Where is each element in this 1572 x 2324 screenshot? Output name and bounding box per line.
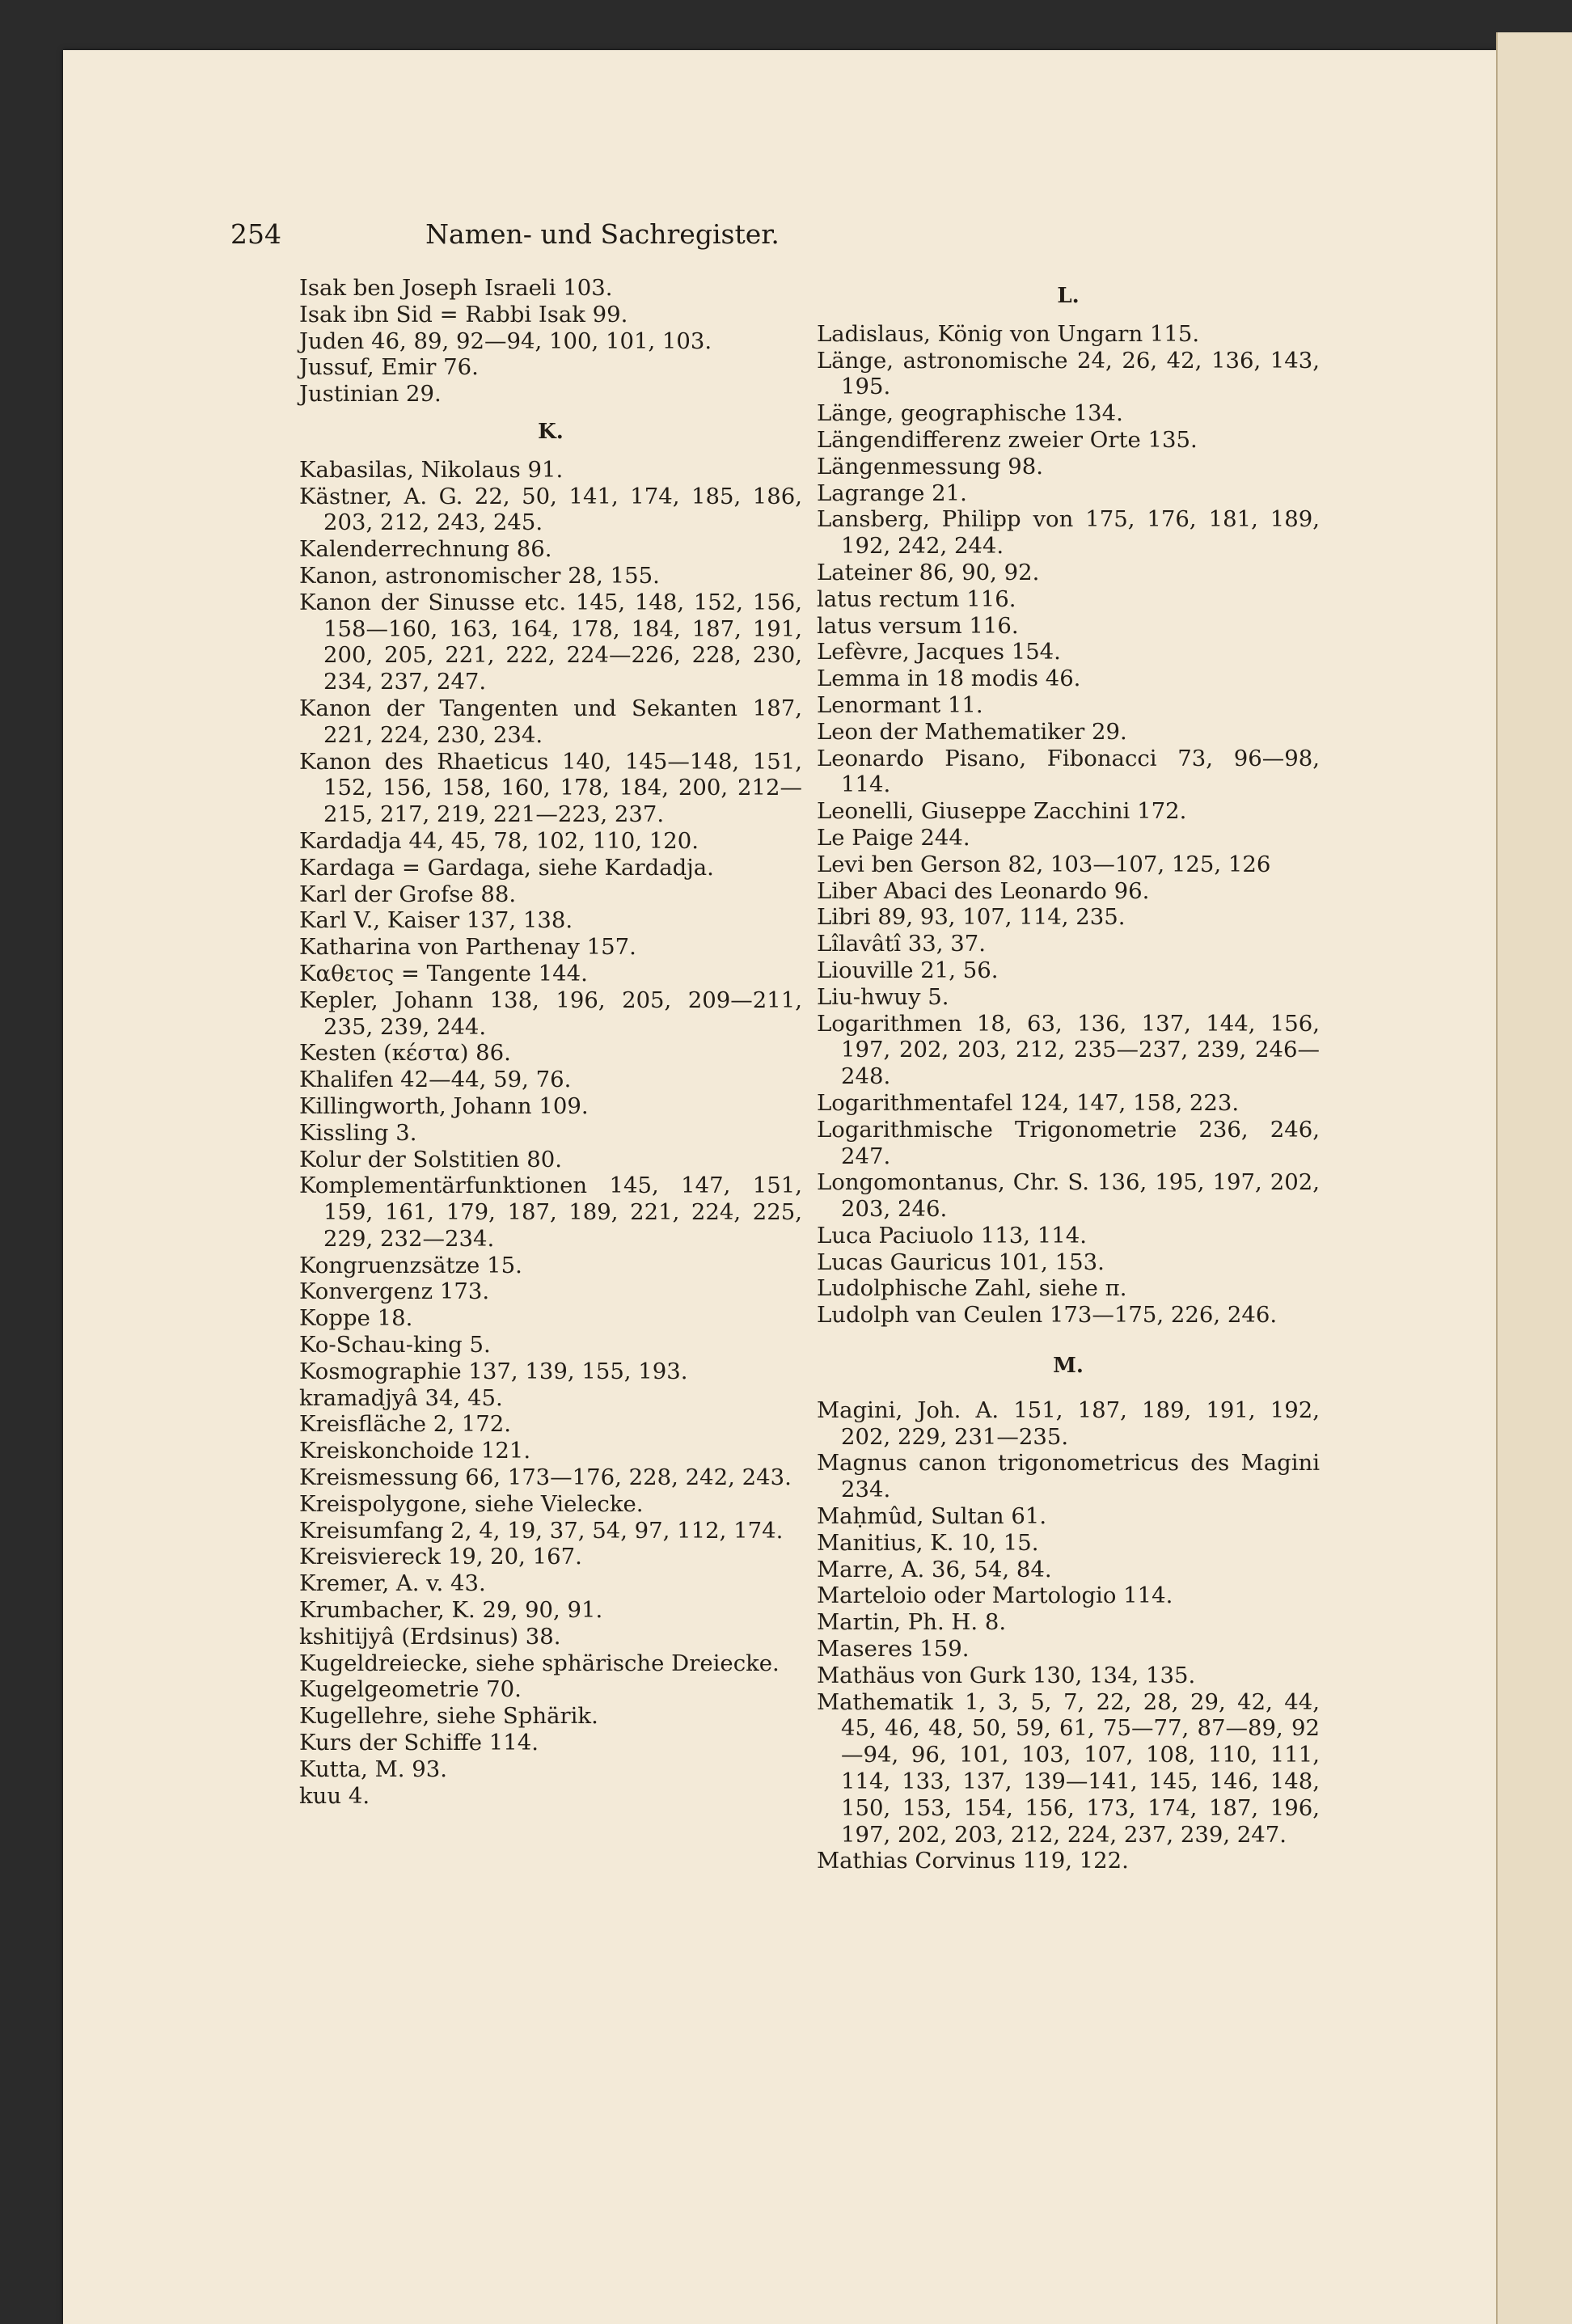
index-entry: Kongruenzsätze 15.	[299, 1252, 522, 1278]
index-entry: Längendifferenz zweier Orte 135.	[817, 426, 1198, 453]
index-entry: Ludolphische Zahl, siehe π.	[817, 1275, 1127, 1302]
index-entry: Kardadja 44, 45, 78, 102, 110, 120.	[299, 827, 699, 854]
index-entry: Logarithmische Trigonometrie 236, 246, 247.	[817, 1116, 1320, 1169]
index-entry: Kardaga = Gardaga, siehe Kardadja.	[299, 854, 714, 881]
section-heading-m: M.	[1053, 1354, 1084, 1379]
index-entry: Mathias Corvinus 119, 122.	[817, 1848, 1129, 1874]
index-entry: Logarithmentafel 124, 147, 158, 223.	[817, 1089, 1240, 1116]
section-heading-k: K.	[538, 419, 564, 444]
index-entry: Kreismessung 66, 173—176, 228, 242, 243.	[299, 1464, 792, 1491]
index-entry: Leon der Mathematiker 29.	[817, 718, 1127, 745]
index-entry: Juden 46, 89, 92—94, 100, 101, 103.	[299, 327, 712, 354]
running-head: Namen- und Sachregister.	[425, 218, 780, 250]
index-entry: Kutta, M. 93.	[299, 1756, 448, 1782]
index-entry: Longomontanus, Chr. S. 136, 195, 197, 202, 203, 246.	[817, 1169, 1320, 1223]
index-entry: Martin, Ph. H. 8.	[817, 1609, 1007, 1636]
index-entry: Karl V., Kaiser 137, 138.	[299, 907, 573, 934]
index-entry: Lenormant 11.	[817, 691, 983, 718]
index-entry: Kanon, astronomischer 28, 155.	[299, 562, 660, 589]
index-entry: Lefèvre, Jacques 154.	[817, 639, 1061, 666]
l-entries	[817, 321, 1320, 1329]
index-entry: Mathäus von Gurk 130, 134, 135.	[817, 1662, 1196, 1688]
index-entry: Kurs der Schiffe 114.	[299, 1730, 539, 1756]
index-entry: Manitius, K. 10, 15.	[817, 1529, 1039, 1556]
index-entry: Komplementärfunktionen 145, 147, 151, 159, 161, 179, 187, 189, 221, 224, 225, 229, 232—234.	[299, 1173, 802, 1252]
index-entry: Maseres 159.	[817, 1636, 970, 1663]
index-entry: Levi ben Gerson 82, 103—107, 125, 126	[817, 851, 1271, 877]
index-entry: Kanon der Sinusse etc. 145, 148, 152, 156, 158—160, 163, 164, 178, 184, 187, 191, 200, 205, 221, 222, 224—226, 228, 230, 234, 237, 247.	[299, 589, 802, 695]
index-entry: Kepler, Johann 138, 196, 205, 209—211, 235, 239, 244.	[299, 987, 802, 1040]
index-entry: Ludolph van Ceulen 173—175, 226, 246.	[817, 1302, 1278, 1329]
m-entries	[817, 1397, 1320, 1874]
index-entry: Magini, Joh. A. 151, 187, 189, 191, 192, 202, 229, 231—235.	[817, 1397, 1320, 1450]
index-entry: Kolur der Solstitien 80.	[299, 1146, 562, 1173]
index-entry: Kremer, A. v. 43.	[299, 1570, 486, 1597]
index-entry: Konvergenz 173.	[299, 1278, 490, 1305]
index-entry: Marre, A. 36, 54, 84.	[817, 1556, 1052, 1582]
index-entry: Kosmographie 137, 139, 155, 193.	[299, 1358, 688, 1384]
left-column	[299, 275, 802, 1809]
index-entry: Lateiner 86, 90, 92.	[817, 559, 1040, 585]
index-entry: Kabasilas, Nikolaus 91.	[299, 456, 564, 483]
right-column	[817, 275, 1320, 1874]
index-entry: Maḥmûd, Sultan 61.	[817, 1503, 1047, 1530]
index-entry: Längenmessung 98.	[817, 453, 1044, 480]
index-entry: Lucas Gauricus 101, 153.	[817, 1249, 1105, 1275]
index-entry: kuu 4.	[299, 1782, 370, 1809]
index-entry: Kästner, A. G. 22, 50, 141, 174, 185, 186, 203, 212, 243, 245.	[299, 483, 802, 536]
index-entry: Logarithmen 18, 63, 136, 137, 144, 156, 197, 202, 203, 212, 235—237, 239, 246—248.	[817, 1010, 1320, 1090]
index-entry: Kesten (κέστα) 86.	[299, 1040, 511, 1067]
index-entry: Lemma in 18 modis 46.	[817, 666, 1081, 692]
index-entry: Ko-Schau-king 5.	[299, 1332, 491, 1358]
index-entry: Kugelgeometrie 70.	[299, 1676, 522, 1703]
index-entry: Khalifen 42—44, 59, 76.	[299, 1067, 572, 1093]
index-entry: Länge, astronomische 24, 26, 42, 136, 143, 195.	[817, 347, 1320, 400]
index-entry: Marteloio oder Martologio 114.	[817, 1582, 1173, 1609]
page-header	[230, 218, 974, 251]
index-entry: Kissling 3.	[299, 1119, 417, 1146]
index-entry: Luca Paciuolo 113, 114.	[817, 1222, 1087, 1249]
index-entry: Liber Abaci des Leonardo 96.	[817, 877, 1150, 904]
index-entry: Mathematik 1, 3, 5, 7, 22, 28, 29, 42, 44, 45, 46, 48, 50, 59, 61, 75—77, 87—89, 92—94, 96, 101, 103, 107, 108, 110, 111, 114, 133, 137, 139—141, 145, 146, 148, 150, 153, 154, 156, 173, 174, 187, 196, 197, 202, 203, 212, 224, 237, 239, 247.	[817, 1688, 1320, 1848]
top-entries	[299, 275, 802, 408]
index-entry: Kanon des Rhaeticus 140, 145—148, 151, 152, 156, 158, 160, 178, 184, 200, 212—215, 217, 219, 221—223, 237.	[299, 748, 802, 828]
index-entry: Kreisviereck 19, 20, 167.	[299, 1544, 582, 1570]
index-entry: Jussuf, Emir 76.	[299, 354, 479, 381]
index-entry: Libri 89, 93, 107, 114, 235.	[817, 904, 1126, 931]
index-entry: Kreiskonchoide 121.	[299, 1438, 531, 1464]
index-entry: Kalenderrechnung 86.	[299, 536, 552, 563]
index-entry: Koppe 18.	[299, 1305, 413, 1332]
index-entry: latus versum 116.	[817, 612, 1019, 639]
index-entry: Katharina von Parthenay 157.	[299, 934, 636, 961]
index-entry: kshitijyâ (Erdsinus) 38.	[299, 1623, 561, 1650]
section-heading-l: L.	[1057, 284, 1080, 308]
page-number: 254	[230, 218, 281, 250]
index-entry: Lîlavâtî 33, 37.	[817, 931, 986, 957]
index-entry: Kanon der Tangenten und Sekanten 187, 221, 224, 230, 234.	[299, 695, 802, 748]
index-entry: Isak ben Joseph Israeli 103.	[299, 275, 613, 301]
index-entry: Leonelli, Giuseppe Zacchini 172.	[817, 798, 1187, 825]
index-entry: Liu-hwuy 5.	[817, 983, 949, 1010]
index-entry: Isak ibn Sid = Rabbi Isak 99.	[299, 301, 628, 327]
k-entries	[299, 457, 802, 1810]
index-entry: Καθετος = Tangente 144.	[299, 960, 588, 987]
index-entry: Lansberg, Philipp von 175, 176, 181, 189, 192, 242, 244.	[817, 506, 1320, 560]
adjacent-page-edge	[1496, 32, 1572, 2324]
index-entry: latus rectum 116.	[817, 585, 1016, 612]
index-entry: Ladislaus, König von Ungarn 115.	[817, 320, 1200, 347]
index-entry: Le Paige 244.	[817, 824, 970, 851]
index-entry: Magnus canon trigonometricus des Magini 234.	[817, 1450, 1320, 1503]
index-entry: Kreispolygone, siehe Vielecke.	[299, 1490, 644, 1517]
index-entry: Kreisfläche 2, 172.	[299, 1411, 511, 1438]
index-entry: Kreisumfang 2, 4, 19, 37, 54, 97, 112, 174.	[299, 1517, 784, 1544]
index-entry: Krumbacher, K. 29, 90, 91.	[299, 1597, 603, 1624]
index-entry: Karl der Grofse 88.	[299, 881, 517, 907]
index-entry: Länge, geographische 134.	[817, 400, 1123, 427]
index-entry: Lagrange 21.	[817, 480, 967, 506]
index-entry: Kugeldreiecke, siehe sphärische Dreiecke.	[299, 1650, 780, 1676]
index-entry: Justinian 29.	[299, 381, 442, 408]
index-entry: Killingworth, Johann 109.	[299, 1092, 589, 1119]
index-entry: Liouville 21, 56.	[817, 957, 999, 983]
index-entry: kramadjyâ 34, 45.	[299, 1384, 503, 1411]
index-entry: Leonardo Pisano, Fibonacci 73, 96—98, 114.	[817, 745, 1320, 798]
index-entry: Kugellehre, siehe Sphärik.	[299, 1703, 598, 1730]
